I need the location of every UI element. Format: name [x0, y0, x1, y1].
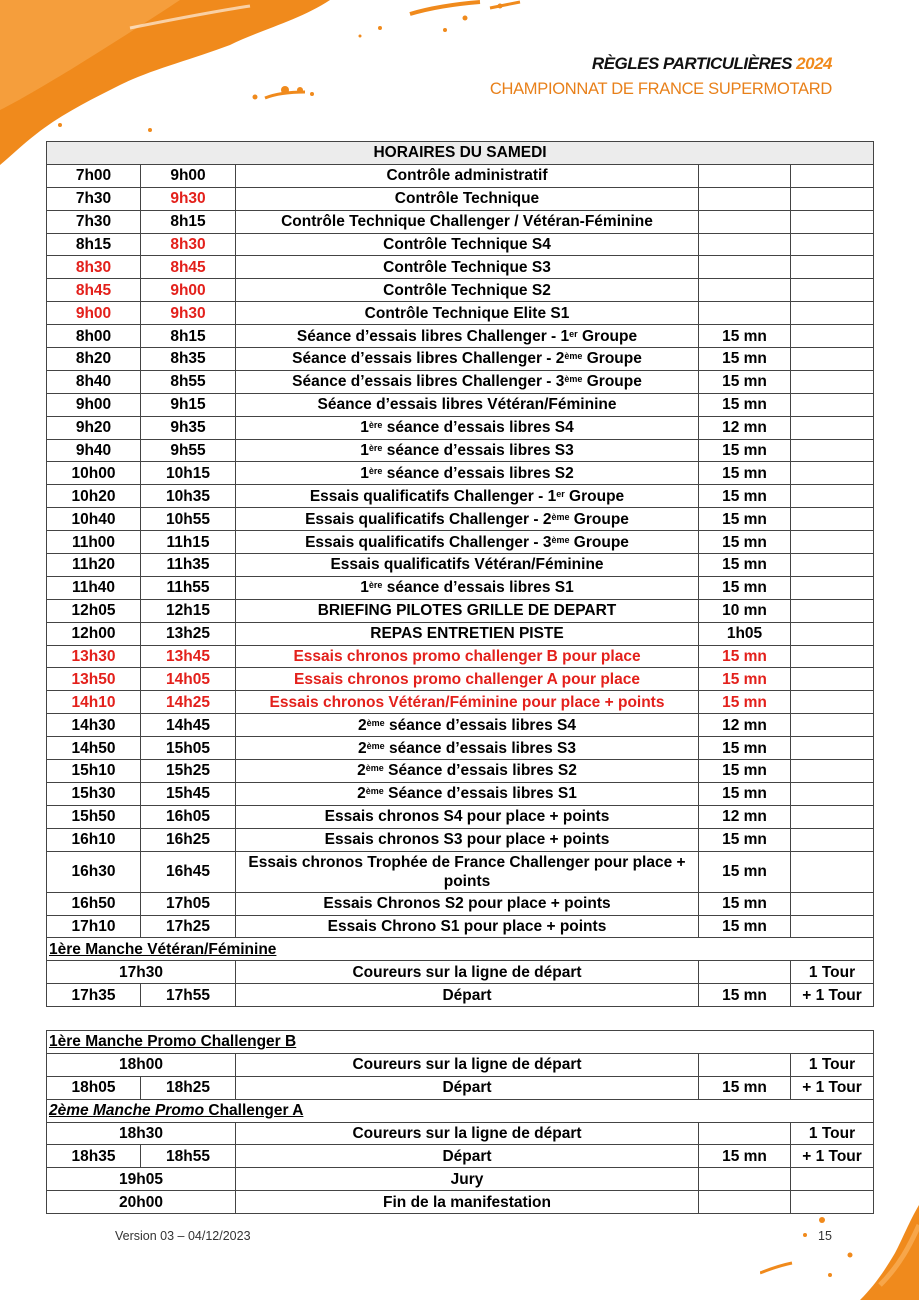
end-time-cell: 15h25	[141, 760, 236, 783]
table-row	[47, 714, 874, 737]
end-time-cell: 8h55	[141, 370, 236, 393]
duration-cell: 15 mn	[699, 760, 791, 783]
activity-cell: Séance d’essais libres Vétéran/Féminine	[236, 393, 699, 416]
laps-cell	[791, 915, 874, 938]
laps-cell: 1 Tour	[791, 1053, 874, 1076]
activity-cell: Départ	[236, 1076, 699, 1099]
laps-cell: 1 Tour	[791, 1122, 874, 1145]
table-row	[47, 531, 874, 554]
duration-cell	[699, 302, 791, 325]
table-row	[47, 645, 874, 668]
duration-cell: 15 mn	[699, 851, 791, 892]
time-cell: 17h30	[47, 961, 236, 984]
duration-cell: 15 mn	[699, 462, 791, 485]
table-row	[47, 416, 874, 439]
table-row	[47, 576, 874, 599]
table-row	[47, 233, 874, 256]
activity-cell: Essais Chrono S1 pour place + points	[236, 915, 699, 938]
start-time-cell: 9h00	[47, 393, 141, 416]
start-time-cell: 8h30	[47, 256, 141, 279]
laps-cell	[791, 805, 874, 828]
end-time-cell: 8h30	[141, 233, 236, 256]
time-cell: 20h00	[47, 1191, 236, 1214]
table-row	[47, 668, 874, 691]
activity-cell: 2ème séance d’essais libres S3	[236, 737, 699, 760]
end-time-cell: 16h05	[141, 805, 236, 828]
end-time-cell: 9h00	[141, 279, 236, 302]
table-row	[47, 984, 874, 1007]
title-text: RÈGLES PARTICULIÈRES	[591, 54, 792, 73]
laps-cell	[791, 279, 874, 302]
start-time-cell: 14h50	[47, 737, 141, 760]
table-row	[47, 554, 874, 577]
duration-cell: 12 mn	[699, 714, 791, 737]
table-row	[47, 462, 874, 485]
start-time-cell: 13h30	[47, 645, 141, 668]
laps-cell	[791, 1191, 874, 1214]
table-row	[47, 1191, 874, 1214]
activity-cell: BRIEFING PILOTES GRILLE DE DEPART	[236, 599, 699, 622]
laps-cell	[791, 576, 874, 599]
start-time-cell: 18h05	[47, 1076, 141, 1099]
duration-cell: 10 mn	[699, 599, 791, 622]
laps-cell	[791, 416, 874, 439]
end-time-cell: 8h15	[141, 325, 236, 348]
end-time-cell: 16h45	[141, 851, 236, 892]
duration-cell: 12 mn	[699, 805, 791, 828]
laps-cell	[791, 645, 874, 668]
activity-cell: Essais chronos Vétéran/Féminine pour place + points	[236, 691, 699, 714]
duration-cell: 15 mn	[699, 554, 791, 577]
activity-cell: 1ère séance d’essais libres S1	[236, 576, 699, 599]
laps-cell	[791, 668, 874, 691]
time-cell: 18h00	[47, 1053, 236, 1076]
start-time-cell: 8h00	[47, 325, 141, 348]
duration-cell: 15 mn	[699, 645, 791, 668]
table-row	[47, 599, 874, 622]
duration-cell: 15 mn	[699, 984, 791, 1007]
start-time-cell: 7h30	[47, 187, 141, 210]
activity-cell: Séance d’essais libres Challenger - 1er Groupe	[236, 325, 699, 348]
table-row	[47, 302, 874, 325]
end-time-cell: 16h25	[141, 828, 236, 851]
laps-cell	[791, 302, 874, 325]
table-row	[47, 1076, 874, 1099]
duration-cell	[699, 279, 791, 302]
activity-cell: Essais chronos S4 pour place + points	[236, 805, 699, 828]
end-time-cell: 9h00	[141, 164, 236, 187]
duration-cell	[699, 1122, 791, 1145]
end-time-cell: 11h35	[141, 554, 236, 577]
activity-cell: Départ	[236, 984, 699, 1007]
table-row	[47, 1168, 874, 1191]
table-row	[47, 915, 874, 938]
start-time-cell: 15h30	[47, 782, 141, 805]
laps-cell	[791, 892, 874, 915]
evening-races-table	[46, 1030, 874, 1214]
table-row	[47, 485, 874, 508]
end-time-cell: 15h05	[141, 737, 236, 760]
start-time-cell: 8h15	[47, 233, 141, 256]
version-label: Version 03 – 04/12/2023	[115, 1229, 251, 1243]
start-time-cell: 10h00	[47, 462, 141, 485]
start-time-cell: 8h20	[47, 348, 141, 371]
laps-cell: 1 Tour	[791, 961, 874, 984]
end-time-cell: 9h55	[141, 439, 236, 462]
activity-cell: Contrôle Technique Challenger / Vétéran-Féminine	[236, 210, 699, 233]
activity-cell: REPAS ENTRETIEN PISTE	[236, 622, 699, 645]
page-number: 15	[818, 1229, 832, 1243]
table-row	[47, 325, 874, 348]
end-time-cell: 17h05	[141, 892, 236, 915]
activity-cell: Essais qualificatifs Challenger - 1er Groupe	[236, 485, 699, 508]
time-cell: 19h05	[47, 1168, 236, 1191]
end-time-cell: 18h55	[141, 1145, 236, 1168]
activity-cell: Essais chronos promo challenger B pour place	[236, 645, 699, 668]
section-row-promo-b	[47, 1031, 874, 1054]
activity-cell: Essais Chronos S2 pour place + points	[236, 892, 699, 915]
activity-cell: 1ère séance d’essais libres S4	[236, 416, 699, 439]
start-time-cell: 16h30	[47, 851, 141, 892]
laps-cell	[791, 508, 874, 531]
end-time-cell: 11h15	[141, 531, 236, 554]
laps-cell	[791, 851, 874, 892]
end-time-cell: 8h35	[141, 348, 236, 371]
time-cell: 18h30	[47, 1122, 236, 1145]
laps-cell	[791, 462, 874, 485]
activity-cell: Coureurs sur la ligne de départ	[236, 1122, 699, 1145]
document-title	[592, 54, 832, 74]
activity-cell: Séance d’essais libres Challenger - 2ème Groupe	[236, 348, 699, 371]
table-row	[47, 961, 874, 984]
laps-cell	[791, 370, 874, 393]
duration-cell: 15 mn	[699, 485, 791, 508]
duration-cell	[699, 961, 791, 984]
activity-cell: Essais chronos promo challenger A pour place	[236, 668, 699, 691]
table-row	[47, 805, 874, 828]
table-row	[47, 1053, 874, 1076]
laps-cell	[791, 325, 874, 348]
laps-cell	[791, 348, 874, 371]
duration-cell: 15 mn	[699, 576, 791, 599]
duration-cell	[699, 1191, 791, 1214]
duration-cell: 12 mn	[699, 416, 791, 439]
table-heading-row	[47, 142, 874, 165]
activity-cell: Essais qualificatifs Challenger - 3ème Groupe	[236, 531, 699, 554]
activity-cell: Essais chronos S3 pour place + points	[236, 828, 699, 851]
end-time-cell: 17h25	[141, 915, 236, 938]
section-title: 1ère Manche Promo Challenger B	[47, 1031, 874, 1054]
orange-brush-decoration-bottom-right	[760, 1205, 919, 1300]
table-heading: HORAIRES DU SAMEDI	[47, 142, 874, 165]
activity-cell: 1ère séance d’essais libres S3	[236, 439, 699, 462]
end-time-cell: 17h55	[141, 984, 236, 1007]
duration-cell: 15 mn	[699, 1145, 791, 1168]
table-row	[47, 782, 874, 805]
laps-cell	[791, 599, 874, 622]
activity-cell: Contrôle Technique	[236, 187, 699, 210]
activity-cell: Contrôle administratif	[236, 164, 699, 187]
activity-cell: Fin de la manifestation	[236, 1191, 699, 1214]
table-row	[47, 393, 874, 416]
activity-cell: Contrôle Technique S4	[236, 233, 699, 256]
end-time-cell: 10h55	[141, 508, 236, 531]
duration-cell: 15 mn	[699, 915, 791, 938]
document-subtitle: CHAMPIONNAT DE FRANCE SUPERMOTARD	[489, 80, 832, 98]
end-time-cell: 12h15	[141, 599, 236, 622]
laps-cell	[791, 691, 874, 714]
table-row	[47, 439, 874, 462]
activity-cell: Contrôle Technique S3	[236, 256, 699, 279]
start-time-cell: 12h00	[47, 622, 141, 645]
saturday-schedule-table	[46, 141, 874, 1007]
duration-cell	[699, 187, 791, 210]
duration-cell: 15 mn	[699, 508, 791, 531]
duration-cell	[699, 256, 791, 279]
table-row	[47, 1122, 874, 1145]
laps-cell	[791, 439, 874, 462]
start-time-cell: 9h00	[47, 302, 141, 325]
section-title: 1ère Manche Vétéran/Féminine	[47, 938, 874, 961]
duration-cell: 15 mn	[699, 439, 791, 462]
start-time-cell: 16h50	[47, 892, 141, 915]
start-time-cell: 17h35	[47, 984, 141, 1007]
table-row	[47, 508, 874, 531]
start-time-cell: 14h30	[47, 714, 141, 737]
start-time-cell: 15h10	[47, 760, 141, 783]
table-row	[47, 164, 874, 187]
laps-cell	[791, 828, 874, 851]
start-time-cell: 10h20	[47, 485, 141, 508]
activity-cell: Coureurs sur la ligne de départ	[236, 961, 699, 984]
activity-cell: Départ	[236, 1145, 699, 1168]
table-row	[47, 279, 874, 302]
table-row	[47, 691, 874, 714]
duration-cell	[699, 1053, 791, 1076]
duration-cell: 15 mn	[699, 1076, 791, 1099]
duration-cell: 1h05	[699, 622, 791, 645]
activity-cell: 2ème séance d’essais libres S4	[236, 714, 699, 737]
duration-cell: 15 mn	[699, 737, 791, 760]
duration-cell: 15 mn	[699, 691, 791, 714]
laps-cell	[791, 622, 874, 645]
activity-cell: Séance d’essais libres Challenger - 3ème Groupe	[236, 370, 699, 393]
table-row	[47, 828, 874, 851]
start-time-cell: 9h40	[47, 439, 141, 462]
end-time-cell: 14h05	[141, 668, 236, 691]
table-row	[47, 851, 874, 892]
end-time-cell: 9h30	[141, 302, 236, 325]
section-title: 2ème Manche Promo Challenger A	[47, 1099, 874, 1122]
duration-cell	[699, 233, 791, 256]
duration-cell: 15 mn	[699, 828, 791, 851]
end-time-cell: 18h25	[141, 1076, 236, 1099]
end-time-cell: 9h35	[141, 416, 236, 439]
start-time-cell: 8h45	[47, 279, 141, 302]
start-time-cell: 18h35	[47, 1145, 141, 1168]
duration-cell	[699, 164, 791, 187]
table-row	[47, 737, 874, 760]
laps-cell	[791, 782, 874, 805]
start-time-cell: 8h40	[47, 370, 141, 393]
duration-cell: 15 mn	[699, 531, 791, 554]
table-row	[47, 256, 874, 279]
table-row	[47, 622, 874, 645]
end-time-cell: 13h45	[141, 645, 236, 668]
laps-cell	[791, 531, 874, 554]
title-year: 2024	[796, 54, 832, 73]
table-row	[47, 760, 874, 783]
laps-cell	[791, 737, 874, 760]
start-time-cell: 15h50	[47, 805, 141, 828]
duration-cell: 15 mn	[699, 393, 791, 416]
laps-cell	[791, 393, 874, 416]
laps-cell	[791, 164, 874, 187]
laps-cell	[791, 760, 874, 783]
activity-cell: Contrôle Technique S2	[236, 279, 699, 302]
start-time-cell: 11h40	[47, 576, 141, 599]
laps-cell	[791, 210, 874, 233]
end-time-cell: 13h25	[141, 622, 236, 645]
duration-cell: 15 mn	[699, 348, 791, 371]
laps-cell: + 1 Tour	[791, 1145, 874, 1168]
start-time-cell: 16h10	[47, 828, 141, 851]
end-time-cell: 11h55	[141, 576, 236, 599]
start-time-cell: 10h40	[47, 508, 141, 531]
table-row	[47, 892, 874, 915]
table-row	[47, 348, 874, 371]
laps-cell	[791, 554, 874, 577]
duration-cell: 15 mn	[699, 892, 791, 915]
laps-cell	[791, 233, 874, 256]
laps-cell	[791, 485, 874, 508]
activity-cell: Essais qualificatifs Vétéran/Féminine	[236, 554, 699, 577]
start-time-cell: 11h20	[47, 554, 141, 577]
laps-cell: + 1 Tour	[791, 1076, 874, 1099]
duration-cell: 15 mn	[699, 325, 791, 348]
duration-cell	[699, 1168, 791, 1191]
start-time-cell: 7h30	[47, 210, 141, 233]
end-time-cell: 8h45	[141, 256, 236, 279]
duration-cell: 15 mn	[699, 668, 791, 691]
activity-cell: 2ème Séance d’essais libres S1	[236, 782, 699, 805]
activity-cell: Essais qualificatifs Challenger - 2ème Groupe	[236, 508, 699, 531]
section-row-veteran	[47, 938, 874, 961]
start-time-cell: 13h50	[47, 668, 141, 691]
end-time-cell: 15h45	[141, 782, 236, 805]
end-time-cell: 10h35	[141, 485, 236, 508]
end-time-cell: 14h45	[141, 714, 236, 737]
start-time-cell: 14h10	[47, 691, 141, 714]
laps-cell	[791, 256, 874, 279]
duration-cell	[699, 210, 791, 233]
start-time-cell: 9h20	[47, 416, 141, 439]
end-time-cell: 8h15	[141, 210, 236, 233]
start-time-cell: 7h00	[47, 164, 141, 187]
start-time-cell: 12h05	[47, 599, 141, 622]
activity-cell: Coureurs sur la ligne de départ	[236, 1053, 699, 1076]
activity-cell: Contrôle Technique Elite S1	[236, 302, 699, 325]
laps-cell	[791, 714, 874, 737]
section-row-promo-a	[47, 1099, 874, 1122]
table-row	[47, 1145, 874, 1168]
laps-cell	[791, 1168, 874, 1191]
duration-cell: 15 mn	[699, 782, 791, 805]
table-row	[47, 370, 874, 393]
table-row	[47, 210, 874, 233]
end-time-cell: 9h30	[141, 187, 236, 210]
start-time-cell: 11h00	[47, 531, 141, 554]
activity-cell: Jury	[236, 1168, 699, 1191]
start-time-cell: 17h10	[47, 915, 141, 938]
laps-cell: + 1 Tour	[791, 984, 874, 1007]
table-row	[47, 187, 874, 210]
laps-cell	[791, 187, 874, 210]
activity-cell: Essais chronos Trophée de France Challenger pour place + points	[236, 851, 699, 892]
end-time-cell: 14h25	[141, 691, 236, 714]
end-time-cell: 9h15	[141, 393, 236, 416]
activity-cell: 2ème Séance d’essais libres S2	[236, 760, 699, 783]
end-time-cell: 10h15	[141, 462, 236, 485]
activity-cell: 1ère séance d’essais libres S2	[236, 462, 699, 485]
duration-cell: 15 mn	[699, 370, 791, 393]
